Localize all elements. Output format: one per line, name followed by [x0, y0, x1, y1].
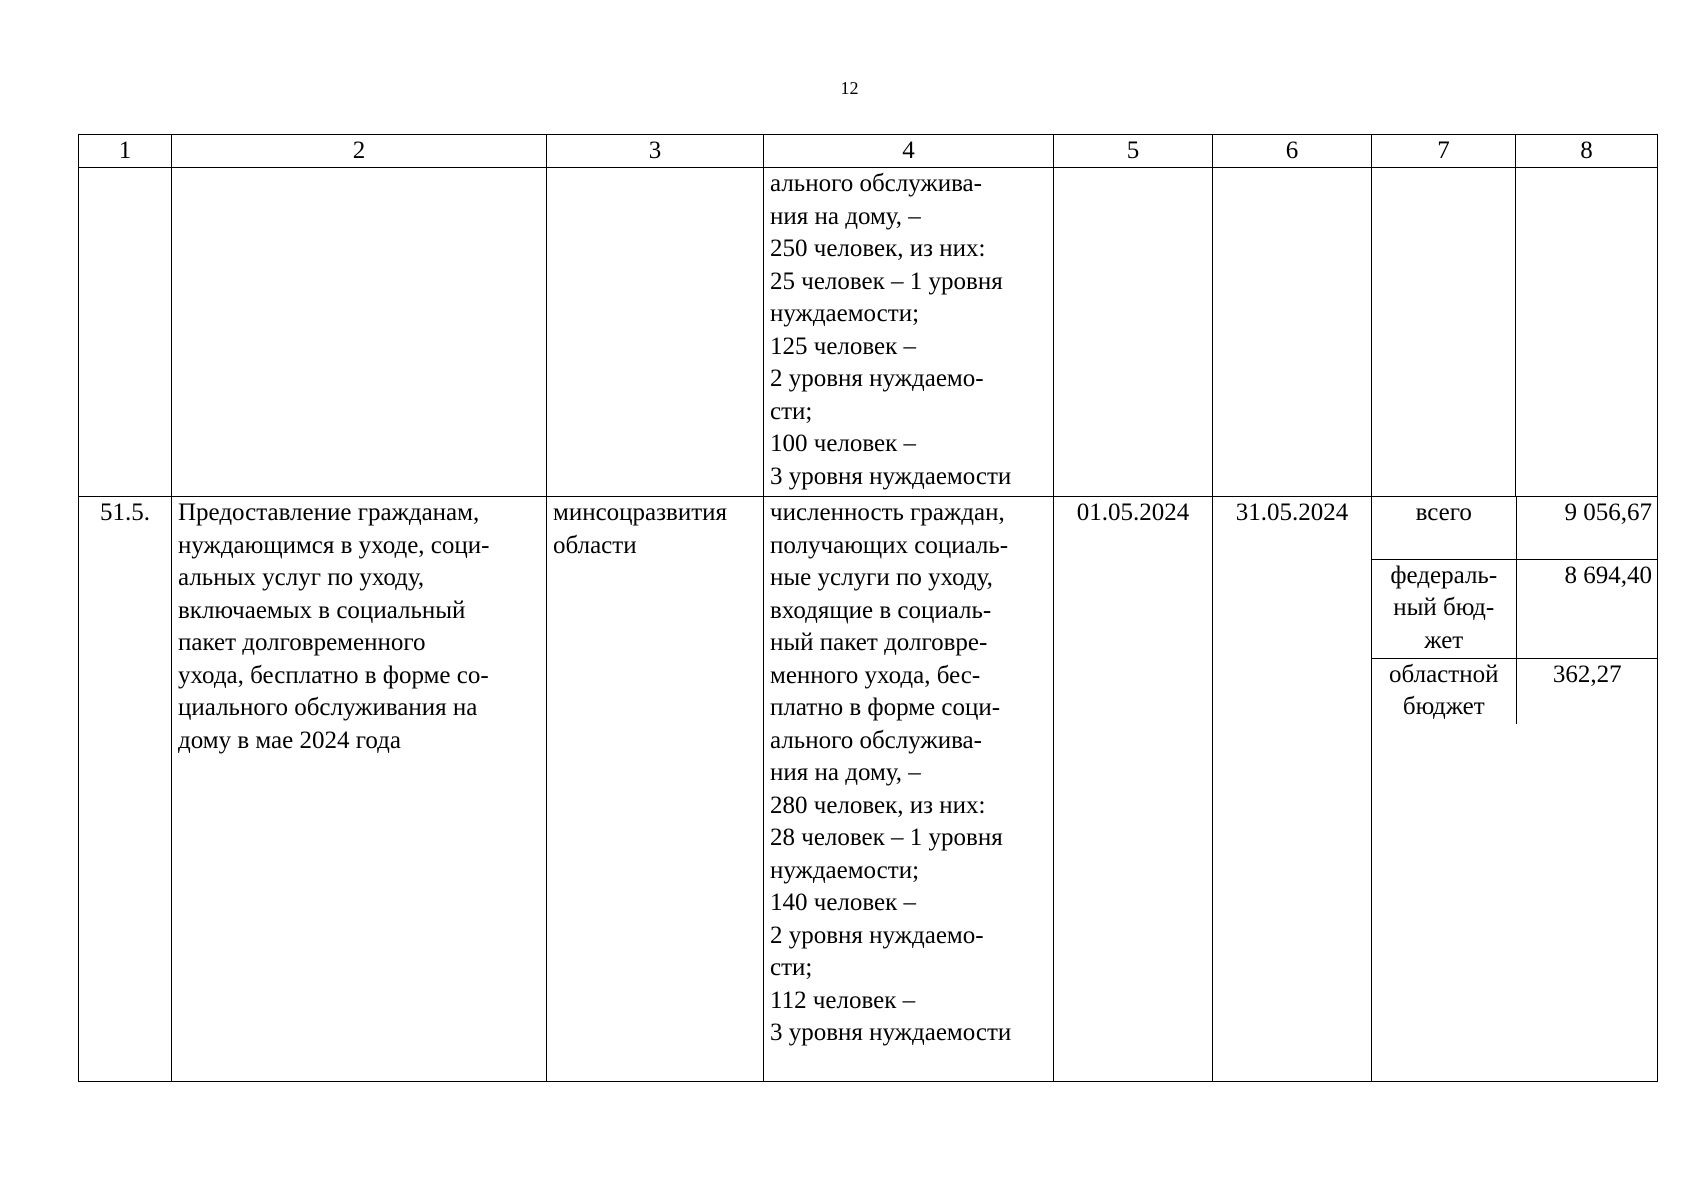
continuation-row — [79, 168, 1658, 497]
funding-amount: 362,27 — [1552, 660, 1622, 688]
row-51-5 — [79, 497, 1658, 1082]
funding-cell — [1372, 497, 1658, 1082]
cell-empty — [1213, 168, 1372, 497]
funding-amount: 9 056,67 — [1516, 497, 1658, 559]
column-number: 7 — [1372, 135, 1516, 168]
end-date: 31.05.2024 — [1213, 497, 1372, 1082]
funding-table — [1372, 497, 1658, 724]
continued-indicator-text: ального обслужива- ния на дому, – 250 человек, из них: 25 человек – 1 уровня нуждаемости; 125 человек – 2 уровня нуждаемо- сти; 100 человек – 3 уровня нуждаемости — [764, 168, 1054, 497]
column-number: 8 — [1516, 135, 1658, 168]
column-number: 6 — [1213, 135, 1372, 168]
activities-table — [78, 134, 1658, 1082]
cell-empty — [172, 168, 547, 497]
page-number: 12 — [840, 78, 859, 98]
funding-row — [1372, 559, 1658, 658]
funding-amount: 8 694,40 — [1516, 559, 1658, 658]
cell-empty — [1054, 168, 1213, 497]
cell-empty — [1372, 168, 1516, 497]
activity-description: Предоставление гражданам, нуждающимся в уходе, соци- альных услуг по уходу, включаемых в социальный пакет долговременного ухода, бесплатно в форме со- циального обслуживания на дому в мае 2024 года — [172, 497, 547, 1082]
funding-source: федераль- ный бюд- жет — [1372, 559, 1516, 658]
funding-row — [1372, 497, 1658, 559]
cell-empty — [79, 168, 172, 497]
column-number: 4 — [764, 135, 1054, 168]
cell-empty — [1516, 168, 1658, 497]
executor: минсоцразвития области — [547, 497, 764, 1082]
column-number: 5 — [1054, 135, 1213, 168]
funding-row — [1372, 658, 1658, 724]
start-date: 01.05.2024 — [1054, 497, 1213, 1082]
row-number: 51.5. — [79, 497, 172, 1082]
column-numbers-row — [79, 135, 1658, 168]
column-number: 2 — [172, 135, 547, 168]
result-indicator: численность граждан, получающих социаль- ные услуги по уходу, входящие в социаль- ный пакет долговре- менного ухода, бес- платно в форме соци- ального обслужива- ния на дому, – 280 человек, из них: 28 человек – 1 уровня нуждаемости; 140 человек – 2 уровня нуждаемо- сти; 112 человек – 3 уровня нуждаемости — [764, 497, 1054, 1082]
column-number: 3 — [547, 135, 764, 168]
cell-empty — [547, 168, 764, 497]
funding-source: областной бюджет — [1372, 658, 1516, 724]
column-number: 1 — [79, 135, 172, 168]
funding-source: всего — [1372, 497, 1516, 559]
